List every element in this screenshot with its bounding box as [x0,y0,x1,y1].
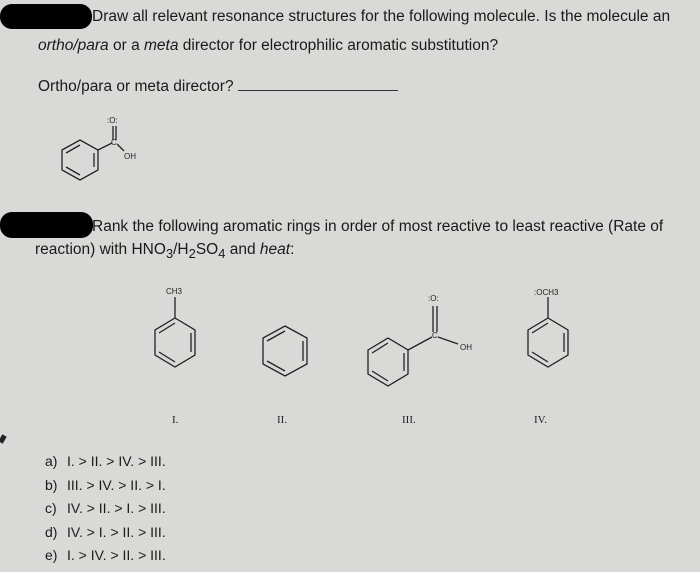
methyl-label: CH3 [166,287,183,296]
toluene-structure [140,285,210,395]
choice-text: III. > IV. > II. > I. [67,476,166,493]
mol3-oh-label: OH [460,343,472,352]
redaction-bar-1 [0,4,92,29]
choice-c[interactable] [45,497,166,521]
edge-mark [0,434,7,443]
mol3-c-label: C [432,331,438,340]
question2-line1: Rank the following aromatic rings in order of most reactive to least reactive (Rate of [92,218,664,235]
choice-d[interactable] [45,521,166,545]
ortho-para-italic: ortho/para [38,37,109,54]
benzoic-acid-structure [40,110,160,205]
label-roman-2: II. [277,414,288,426]
choice-text: IV. > I. > II. > III. [67,523,166,540]
question1-rest: director for electrophilic aromatic substitution? [178,37,499,54]
sub-4: 4 [218,246,226,262]
sub-3: 3 [165,246,174,262]
choice-a[interactable] [45,450,166,474]
methoxy-label: :OCH3 [534,288,559,297]
anisole-structure [508,285,588,395]
question1-line2 [38,37,498,55]
reagent-and: and [225,241,260,258]
question2-line2 [35,241,294,261]
label-roman-3: III. [402,414,416,426]
choice-b[interactable] [45,474,166,498]
answer-choices [45,450,166,568]
heat-italic: heat [259,241,291,258]
reagent-so: SO [195,241,219,258]
answer-blank[interactable] [238,89,398,91]
reagent-colon: : [290,241,295,258]
sub-2: 2 [188,246,196,262]
choice-letter: d) [45,523,58,540]
mol1-oh-label: OH [124,152,136,161]
choice-e[interactable] [45,544,166,568]
question1-prompt [38,78,398,96]
redaction-bar-2 [0,212,93,238]
reagent-slash: /H [173,241,189,258]
choice-text: I. > II. > IV. > III. [67,453,166,469]
benzene-structure [250,320,320,390]
benzoic-acid-ring-iii [358,288,498,398]
mol1-c-label: C [111,138,117,147]
choice-letter: a) [45,453,58,469]
choice-text: I. > IV. > II. > III. [67,547,166,563]
choice-letter: e) [45,547,58,563]
choice-text: IV. > II. > I. > III. [67,500,166,516]
mol3-o-label: :O: [428,294,439,303]
meta-italic: meta [144,37,179,54]
choice-letter: b) [45,476,58,493]
label-roman-4: IV. [534,414,547,426]
reagent-prefix: reaction) with HNO [35,241,166,258]
director-prompt: Ortho/para or meta director? [38,78,234,95]
label-roman-1: I. [172,414,179,426]
mol1-o-label: :O: [107,116,118,125]
question1-line1: Draw all relevant resonance structures for the following molecule. Is the molecule an [92,8,671,25]
question1-mid: or a [108,37,144,54]
choice-letter: c) [45,500,57,516]
